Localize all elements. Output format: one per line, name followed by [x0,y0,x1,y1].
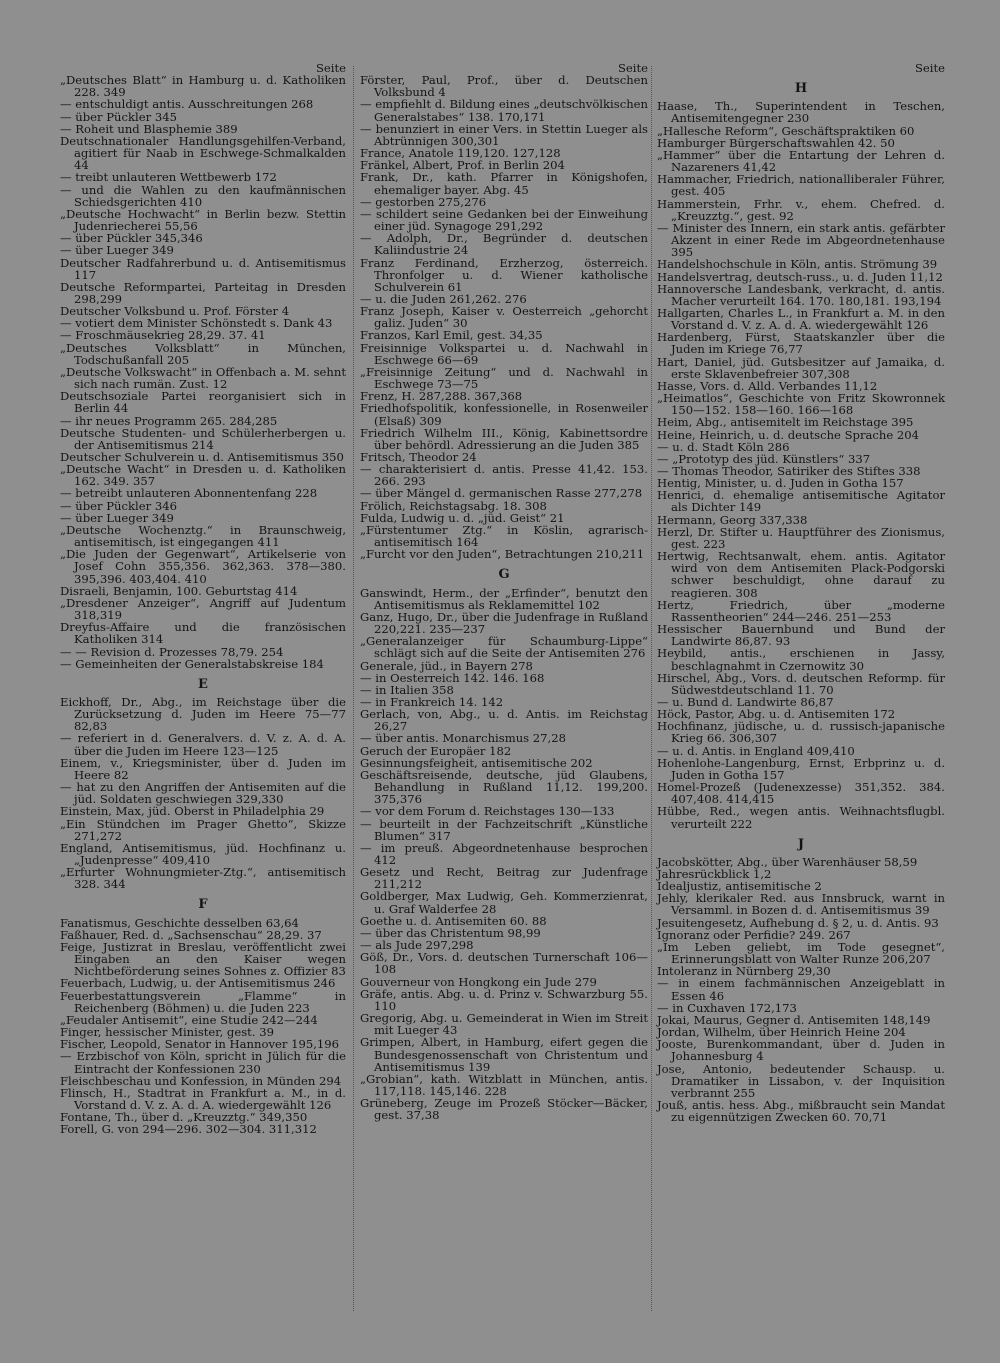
index-entry: Dreyfus-Affaire und die französischen Katholiken 314 [60,620,346,647]
index-entry: „Deutsche Volkswacht“ in Offenbach a. M. sehnt sich nach rumän. Zust. 12 [60,364,346,392]
index-entry: Frölich, Reichstagsabg. 18. 308 [360,498,547,513]
index-entry: Hübbe, Red., wegen antis. Weihnachtsflugbl. verurteilt 222 [657,804,945,831]
index-entry: „Deutsches Blatt“ in Hamburg u. d. Katholiken 228. 349 [60,73,346,100]
index-entry: — und die Wahlen zu den kaufmännischen Schiedsgerichten 410 [60,182,346,209]
index-entry: „Generalanzeiger für Schaumburg-Lippe“ schlägt sich auf die Seite der Antisemiten 276 [360,634,648,661]
index-entry: — über antis. Monarchismus 27,28 [360,731,566,746]
index-entry: — „Prototyp des jüd. Künstlers“ 337 [657,451,871,466]
index-entry: Ganz, Hugo, Dr., über die Judenfrage in Rußland 220,221. 235—237 [360,609,648,637]
index-entry: Feuerbestattungsverein „Flamme“ in Reichenberg (Böhmen) u. die Juden 223 [60,988,346,1015]
index-entry: France, Anatole 119,120. 127,128 [360,146,561,161]
index-entry: „Deutsche Wochenztg.“ in Braunschweig, antisemitisch, ist eingegangen 411 [60,522,346,550]
index-entry: Hohenlohe-Langenburg, Ernst, Erbprinz u. d. Juden in Gotha 157 [657,755,945,782]
index-entry: Fulda, Ludwig u. d. „jüd. Geist“ 21 [360,510,565,525]
index-entry: Eickhoff, Dr., Abg., im Reichstage über die Zurücksetzung d. Juden im Heere 75—77 82,83 [60,694,346,734]
index-entry: — in Frankreich 14. 142 [360,694,504,709]
index-entry: Jehly, klerikaler Red. aus Innsbruck, warnt in Versamml. in Bozen d. d. Antisemitismus 39 [657,891,945,918]
index-entry: — über Pückler 346 [60,498,177,513]
index-column-3 [657,62,945,1123]
index-entry: — treibt unlauteren Wettbewerb 172 [60,170,277,185]
index-entry: Heim, Abg., antisemitelt im Reichstage 395 [657,415,914,430]
index-entry: — charakterisiert d. antis. Presse 41,42. 153. 266. 293 [360,462,648,489]
index-entry: Hessischer Bauernbund und Bund der Landwirte 86,87. 93 [657,622,945,649]
index-entry: Fischer, Leopold, Senator in Hannover 195,196 [60,1037,340,1052]
index-entry: — ihr neues Programm 265. 284,285 [60,413,278,428]
index-entry: Handelshochschule in Köln, antis. Strömung 39 [657,257,938,272]
index-entry: „Hammer“ über die Entartung der Lehren d. Nazareners 41,42 [657,147,945,175]
index-entry: Faßhauer, Red. d. „Sachsenschau“ 28,29. 37 [60,927,322,942]
index-entry: — vor dem Forum d. Reichstages 130—133 [360,804,615,819]
index-entry: Hochfinanz, jüdische, u. d. russisch-japanische Krieg 66. 306,307 [657,719,945,746]
index-entry: — über Pückler 345,346 [60,231,203,246]
index-entry: Generale, jüd., in Bayern 278 [360,658,533,673]
index-entry: — schildert seine Gedanken bei der Einweihung einer jüd. Synagoge 291,292 [360,206,648,234]
index-entry: Frank, Dr., kath. Pfarrer in Königshofen, ehemaliger bayer. Abg. 45 [360,170,648,197]
index-entry: Friedrich Wilhelm III., König, Kabinettsordre über behördl. Adressierung an die Juden 385 [360,425,648,452]
index-column-2 [360,62,648,1121]
index-entry: Hallgarten, Charles L., in Frankfurt a. M. in den Vorstand d. V. z. A. d. A. wiedergewählt 126 [657,305,945,333]
index-entry: — Froschmäusekrieg 28,29. 37. 41 [60,328,266,343]
index-entry: Feige, Justizrat in Breslau, veröffentlicht zwei Eingaben an den Kaiser wegen Nichtbeförderung seines Sohnes z. Offizier 83 [60,939,346,979]
index-entry: Grüneberg, Zeuge im Prozeß Stöcker—Bäcker, gest. 37,38 [360,1096,648,1123]
index-entry: Homel-Prozeß (Judenexzesse) 351,352. 384. 407,408. 414,415 [657,780,945,807]
index-entry: Handelsvertrag, deutsch-russ., u. d. Juden 11,12 [657,269,943,284]
index-entry: — empfiehlt d. Bildung eines „deutschvölkischen Generalstabes“ 138. 170,171 [360,97,648,124]
index-entry: — benunziert in einer Vers. in Stettin Lueger als Abtrünnigen 300,301 [360,121,648,148]
index-entry: „Dresdener Anzeiger“, Angriff auf Judentum 318,319 [60,595,346,623]
index-entry: Deutscher Volksbund u. Prof. Förster 4 [60,304,290,319]
index-entry: Hertz, Friedrich, über „moderne Rassentheorien“ 244—246. 251—253 [657,597,945,624]
index-entry: Hammacher, Friedrich, nationalliberaler Führer, gest. 405 [657,172,945,199]
index-entry: Goethe u. d. Antisemiten 60. 88 [360,913,547,928]
index-entry: — im preuß. Abgeordnetenhause besprochen 412 [360,840,648,867]
index-entry: — entschuldigt antis. Ausschreitungen 268 [60,97,314,112]
index-entry: — u. d. Antis. in England 409,410 [657,743,855,758]
index-entry: — in Oesterreich 142. 146. 168 [360,670,545,685]
index-entry: „Deutsche Hochwacht“ in Berlin bezw. Stettin Judenriecherei 55,56 [60,206,346,234]
index-entry: England, Antisemitismus, jüd. Hochfinanz u. „Judenpresse“ 409,410 [60,840,346,867]
index-entry: — Adolph, Dr., Begründer d. deutschen Kaliindustrie 24 [360,231,648,258]
index-entry: Gesetz und Recht, Beitrag zur Judenfrage 211,212 [360,865,648,892]
index-entry: — über Lueger 349 [60,510,174,525]
index-entry: — in Italien 358 [360,682,454,697]
index-entry: Gerlach, von, Abg., u. d. Antis. im Reichstag 26,27 [360,707,648,734]
index-entry: Henrici, d. ehemalige antisemitische Agitator als Dichter 149 [657,488,945,515]
index-entry: Franzos, Karl Emil, gest. 34,35 [360,328,543,343]
index-entry: — — Revision d. Prozesses 78,79. 254 [60,644,284,659]
index-entry: Hentig, Minister, u. d. Juden in Gotha 157 [657,476,904,491]
page-column-label: Seite [914,61,945,75]
index-entry: Jahresrückblick 1,2 [657,867,772,881]
index-entry: „Die Juden der Gegenwart“, Artikelserie von Josef Cohn 355,356. 362,363. 378—380. 395,396. 403,404. 410 [60,547,346,586]
index-entry: „Furcht vor den Juden“, Betrachtungen 210,211 [360,547,645,562]
index-entry: — Roheit und Blasphemie 389 [60,121,238,136]
index-entry: — Minister des Innern, ein stark antis. gefärbter Akzent in einer Rede im Abgeordnetenhause 395 [657,220,945,260]
index-column-1 [60,62,346,1135]
index-entry: „Erfurter Wohnungmieter-Ztg.“, antisemitisch 328. 344 [60,865,346,892]
index-entry: Intoleranz in Nürnberg 29,30 [657,964,831,979]
index-entry: — referiert in d. Generalvers. d. V. z. A. d. A. über die Juden im Heere 123—125 [60,731,346,758]
index-entry: Flinsch, H., Stadtrat in Frankfurt a. M., in d. Vorstand d. V. z. A. d. A. wiedergewählt 126 [60,1085,346,1112]
index-entry: — u. die Juden 261,262. 276 [360,291,527,306]
index-entry: Geschäftsreisende, deutsche, jüd Glaubens, Behandlung in Rußland 11,12. 199,200. 375,376 [360,767,648,807]
index-entry: — hat zu den Angriffen der Antisemiten auf die jüd. Soldaten geschwiegen 329,330 [60,780,346,807]
index-entry: Fränkel, Albert, Prof. in Berlin 204 [360,158,565,173]
index-entry: Jose, Antonio, bedeutender Schausp. u. Dramatiker in Lissabon, v. der Inquisition verbrannt 255 [657,1061,945,1100]
index-entry: Göß, Dr., Vors. d. deutschen Turnerschaft 106—108 [360,950,648,977]
index-entry: Hamburger Bürgerschaftswahlen 42. 50 [657,135,895,150]
index-entry: Hirschel, Abg., Vors. d. deutschen Reformp. für Südwestdeutschland 11. 70 [657,670,945,697]
index-entry: — in einem fachmännischen Anzeigeblatt in Essen 46 [657,976,945,1003]
index-entry: Fleischbeschau und Konfession, in Münden 294 [60,1073,342,1088]
index-entry: Ganswindt, Herm., der „Erfinder“, benutzt den Antisemitismus als Reklamemittel 102 [360,585,648,612]
index-entry: Jooste, Burenkommandant, über d. Juden in Johannesburg 4 [657,1037,945,1064]
index-entry: Heine, Heinrich, u. d. deutsche Sprache 204 [657,427,920,442]
index-entry: Deutsche Studenten- und Schülerherbergen u. der Antisemitismus 214 [60,425,346,452]
index-entry: — Gemeinheiten der Generalstabskreise 184 [60,656,324,671]
index-entry: „Im Leben geliebt, im Tode gesegnet“, Erinnerungsblatt von Walter Runze 206,207 [657,939,945,967]
index-entry: „Freisinnige Zeitung“ und d. Nachwahl in Eschwege 73—75 [360,364,648,392]
index-entry: Goldberger, Max Ludwig, Geh. Kommerzienrat, u. Graf Walderfee 28 [360,889,648,916]
index-entry: Jesuitengesetz, Aufhebung d. § 2, u. d. Antis. 93 [657,915,939,930]
index-entry: Jouß, antis. hess. Abg., mißbraucht sein Mandat zu eigennützigen Zwecken 60. 70,71 [657,1097,945,1125]
index-entry: Deutschnationaler Handlungsgehilfen-Verband, agitiert für Naab in Eschwege-Schmalkalden 44 [60,133,346,173]
section-letter-heading: F [198,897,208,913]
index-entry: — über Pückler 345 [60,109,177,124]
index-entry: Jokai, Maurus, Gegner d. Antisemiten 148,149 [657,1012,931,1027]
index-entry: Herzl, Dr. Stifter u. Hauptführer des Zionismus, gest. 223 [657,524,945,551]
index-entry: Hasse, Vors. d. Alld. Verbandes 11,12 [657,378,878,393]
index-entry: — über Lueger 349 [60,243,174,258]
index-entry: „Deutsche Wacht“ in Dresden u. d. Katholiken 162. 349. 357 [60,462,346,489]
index-entry: Grimpen, Albert, in Hamburg, eifert gegen die Bundesgenossenschaft von Christentum und Antisemitismus 139 [360,1035,648,1074]
index-entry: Einem, v., Kriegsminister, über d. Juden im Heere 82 [60,755,346,782]
index-entry: Hermann, Georg 337,338 [657,512,808,527]
index-entry: Freisinnige Volkspartei u. d. Nachwahl in Eschwege 66—69 [360,340,648,367]
column-divider [651,66,652,1311]
index-entry: Haase, Th., Superintendent in Teschen, Antisemitengegner 230 [657,99,945,126]
page-column-label: Seite [315,61,346,75]
section-letter-heading: E [198,676,208,692]
index-entry: Feuerbach, Ludwig, u. der Antisemitismus 246 [60,976,336,991]
index-entry: Hammerstein, Frhr. v., ehem. Chefred. d. „Kreuzztg.“, gest. 92 [657,196,945,223]
index-entry: Franz Joseph, Kaiser v. Oesterreich „gehorcht galiz. Juden“ 30 [360,304,648,331]
index-entry: Hardenberg, Fürst, Staatskanzler über die Juden im Kriege 76,77 [657,330,945,357]
index-entry: Gesinnungsfeigheit, antisemitische 202 [360,755,593,770]
index-entry: Friedhofspolitik, konfessionelle, in Rosenweiler (Elsaß) 309 [360,401,648,428]
index-entry: Hannoversche Landesbank, verkracht, d. antis. Macher verurteilt 164. 170. 180,181. 193,194 [657,281,945,308]
index-entry: Jacobskötter, Abg., über Warenhäuser 58,59 [657,854,918,869]
index-entry: Deutsche Reformpartei, Parteitag in Dresden 298,299 [60,279,346,306]
index-entry: Jordan, Wilhelm, über Heinrich Heine 204 [657,1025,906,1040]
index-entry: Hart, Daniel, jüd. Gutsbesitzer auf Jamaika, d. erste Sklavenbefreier 307,308 [657,354,945,381]
index-entry: — gestorben 275,276 [360,194,487,209]
index-entry: — Erzbischof von Köln, spricht in Jülich für die Eintracht der Konfessionen 230 [60,1049,346,1076]
index-entry: Förster, Paul, Prof., über d. Deutschen Volksbund 4 [360,73,648,100]
index-entry: — über Mängel d. germanischen Rasse 277,278 [360,486,643,501]
index-entry: Geruch der Europäer 182 [360,743,512,758]
index-entry: — über das Christentum 98,99 [360,925,541,940]
index-entry: Einstein, Max, jüd. Oberst in Philadelphia 29 [60,804,325,819]
index-entry: Disraeli, Benjamin, 100. Geburtstag 414 [60,583,298,598]
index-entry: Gregorig, Abg. u. Gemeinderat in Wien im Streit mit Lueger 43 [360,1011,648,1038]
index-entry: „Ein Stündchen im Prager Ghetto“, Skizze 271,272 [60,816,346,843]
index-entry: „Grobian“, kath. Witzblatt in München, antis. 117,118. 145,146. 228 [360,1071,648,1098]
section-letter-heading: H [794,81,808,97]
index-entry: Gräfe, antis. Abg. u. d. Prinz v. Schwarzburg 55. 110 [360,986,648,1013]
index-entry: — Thomas Theodor, Satiriker des Stiftes 338 [657,464,921,478]
index-entry: Deutscher Schulverein u. d. Antisemitismus 350 [60,450,344,464]
index-entry: Frenz, H. 287,288. 367,368 [360,389,523,404]
page-column-label: Seite [617,61,648,75]
index-entry: Fritsch, Theodor 24 [360,450,477,464]
index-entry: — votiert dem Minister Schönstedt s. Dank 43 [60,316,333,331]
index-entry: Deutscher Radfahrerbund u. d. Antisemitismus 117 [60,255,346,282]
index-entry: — u. d. Stadt Köln 286 [657,439,790,454]
index-entry: — betreibt unlauteren Abonnentenfang 228 [60,486,318,501]
index-entry: „Fürstentumer Ztg.“ in Köslin, agrarisch-antisemitisch 164 [360,522,648,550]
index-entry: „Heimatlos“, Geschichte von Fritz Skowronnek 150—152. 158—160. 166—168 [657,391,945,418]
section-letter-heading: J [797,836,805,852]
index-entry: Franz Ferdinand, Erzherzog, österreich. Thronfolger u. d. Wiener katholische Schulverein 61 [360,255,648,294]
index-entry: Fontane, Th., über d. „Kreuzztg.“ 349,350 [60,1110,308,1125]
index-entry: Heybild, antis., erschienen in Jassy, beschlagnahmt in Czernowitz 30 [657,646,945,673]
index-entry: Idealjustiz, antisemitische 2 [657,879,822,894]
index-entry: Höck, Pastor, Abg. u. d. Antisemiten 172 [657,707,896,722]
index-entry: Gouverneur von Hongkong ein Jude 279 [360,974,597,989]
index-entry: — u. Bund d. Landwirte 86,87 [657,694,834,709]
index-entry: — beurteilt in der Fachzeitschrift „Künstliche Blumen“ 317 [360,816,648,843]
index-entry: „Feudaler Antisemit“, eine Studie 242—244 [60,1012,318,1027]
index-entry: Hertwig, Rechtsanwalt, ehem. antis. Agitator wird von dem Antisemiten Plack-Podgorski schwer beschuldigt, ohne darauf zu reagieren. 308 [657,549,945,600]
index-entry: Finger, hessischer Minister, gest. 39 [60,1025,274,1040]
index-entry: — als Jude 297,298 [360,938,474,953]
index-entry: „Deutsches Volksblatt“ in München, Todschußanfall 205 [60,340,346,367]
index-entry: Deutschsoziale Partei reorganisiert sich in Berlin 44 [60,389,346,416]
index-entry: — in Cuxhaven 172,173 [657,1000,797,1015]
index-entry: Ignoranz oder Perfidie? 249. 267 [657,927,851,942]
section-letter-heading: G [498,567,510,583]
index-entry: Forell, G. von 294—296. 302—304. 311,312 [60,1122,317,1137]
column-divider [353,66,354,1311]
index-entry: „Hallesche Reform“, Geschäftspraktiken 60 [657,123,915,138]
index-entry: Fanatismus, Geschichte desselben 63,64 [60,915,299,930]
